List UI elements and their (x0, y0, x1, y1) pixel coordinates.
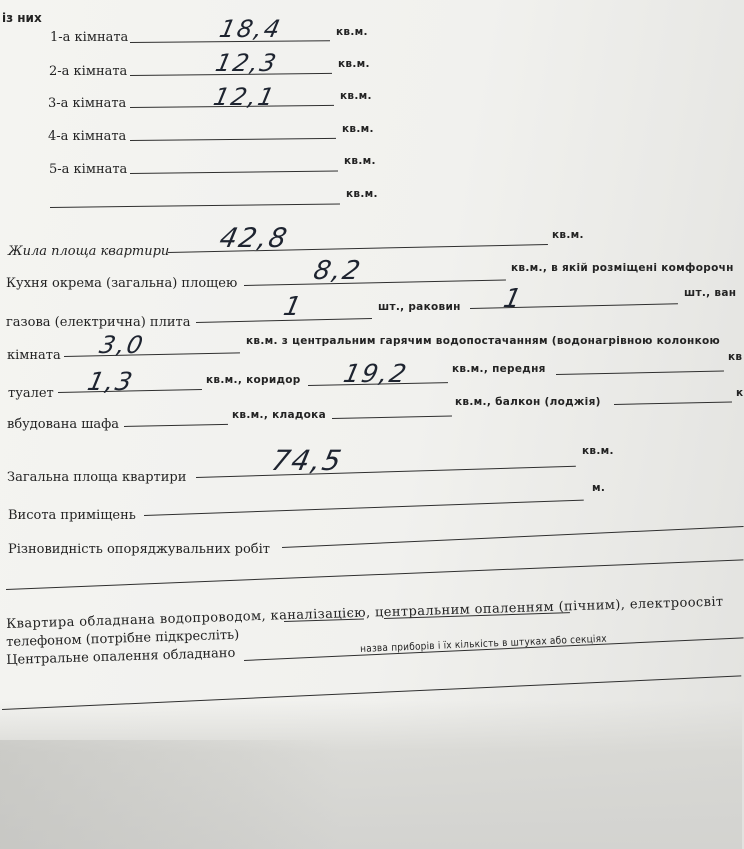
bathroom-value: 3,0 (97, 331, 148, 359)
finishing-line-2 (6, 559, 743, 590)
total-area-label: Загальна площа квартири (7, 470, 187, 485)
total-area-value: 74,5 (268, 444, 346, 477)
room-5-label: 5-а кімната (49, 162, 128, 177)
kitchen-label: Кухня окрема (загальна) площею (6, 276, 238, 291)
room-4-label: 4-а кімната (48, 129, 127, 144)
room-2-label: 2-а кімната (49, 64, 128, 79)
bathroom-line (64, 352, 240, 357)
total-area-unit: кв.м. (582, 445, 614, 457)
living-area-label: Жила площа квартири (8, 244, 170, 259)
living-area-unit: кв.м. (552, 229, 584, 241)
heating-note: назва приборів і їх кількість в штуках або секціях (359, 633, 607, 655)
hall-label: кв.м., передня (452, 363, 546, 375)
room-2-value: 12,3 (213, 49, 281, 77)
stove-value: 1 (280, 292, 306, 322)
room-1-unit: кв.м. (336, 26, 368, 38)
balcony-label: кв.м., балкон (лоджія) (455, 396, 601, 408)
heating-label: Центральне опалення обладнано (5, 645, 236, 668)
closet-label: вбудована шафа (7, 417, 120, 432)
total-area-line (196, 466, 576, 478)
section-label-iz-nykh: із них (2, 11, 42, 25)
room-4-unit: кв.м. (342, 123, 374, 135)
toilet-label: туалет (8, 386, 54, 401)
corridor-value: 19,2 (340, 359, 411, 388)
kitchen-value: 8,2 (310, 256, 365, 286)
bathroom-suffix: кв.м. з центральним гарячим водопостачанням (водонагрівною колонкою (246, 335, 721, 347)
room-5-unit: кв.м. (344, 155, 376, 167)
closet-line (124, 424, 228, 427)
room-1-value: 18,4 (217, 15, 285, 43)
room-3-value: 12,1 (211, 83, 279, 111)
equipment-line-2: телефоном (потрібне підкресліть) (5, 627, 240, 650)
storage-label: кв.м., кладока (232, 409, 326, 421)
room-5-line (130, 170, 338, 174)
hall-trail: кв (728, 351, 743, 363)
balcony-line (614, 402, 732, 405)
height-label: Висота приміщень (8, 508, 136, 523)
kitchen-line (244, 280, 506, 286)
living-area-value: 42,8 (216, 223, 292, 254)
room-6-unit: кв.м. (346, 188, 378, 200)
finishing-line (282, 526, 744, 548)
balcony-trail: к (736, 387, 744, 399)
corridor-label: кв.м., коридор (206, 374, 301, 386)
room-4-line (130, 138, 336, 141)
height-line (144, 500, 584, 516)
room-2-unit: кв.м. (338, 58, 370, 70)
room-3-unit: кв.м. (340, 90, 372, 102)
finishing-label: Різновидність опоряджувальних робіт (8, 542, 270, 557)
hall-line (556, 370, 724, 375)
kitchen-suffix: кв.м., в якій розміщені комфорочн (511, 262, 734, 274)
page-shadow-left (0, 740, 340, 849)
room-1-label: 1-а кімната (50, 30, 129, 45)
room-3-label: 3-а кімната (48, 96, 127, 111)
stove-suffix: шт., ван (684, 287, 737, 299)
room-6-line (50, 203, 340, 208)
stove-label: газова (електрична) плита (6, 315, 191, 330)
equipment-line-1: Квартира обладнана водопроводом, каналізацією, центральним опаленням (пічним), електроосвіт (5, 594, 724, 632)
height-unit: м. (592, 482, 606, 494)
toilet-value: 1,3 (84, 367, 137, 396)
stove-unit: шт., раковин (378, 301, 461, 313)
bathroom-label: кімната (7, 348, 61, 363)
storage-line (332, 415, 452, 419)
sinks-value: 1 (500, 284, 526, 314)
